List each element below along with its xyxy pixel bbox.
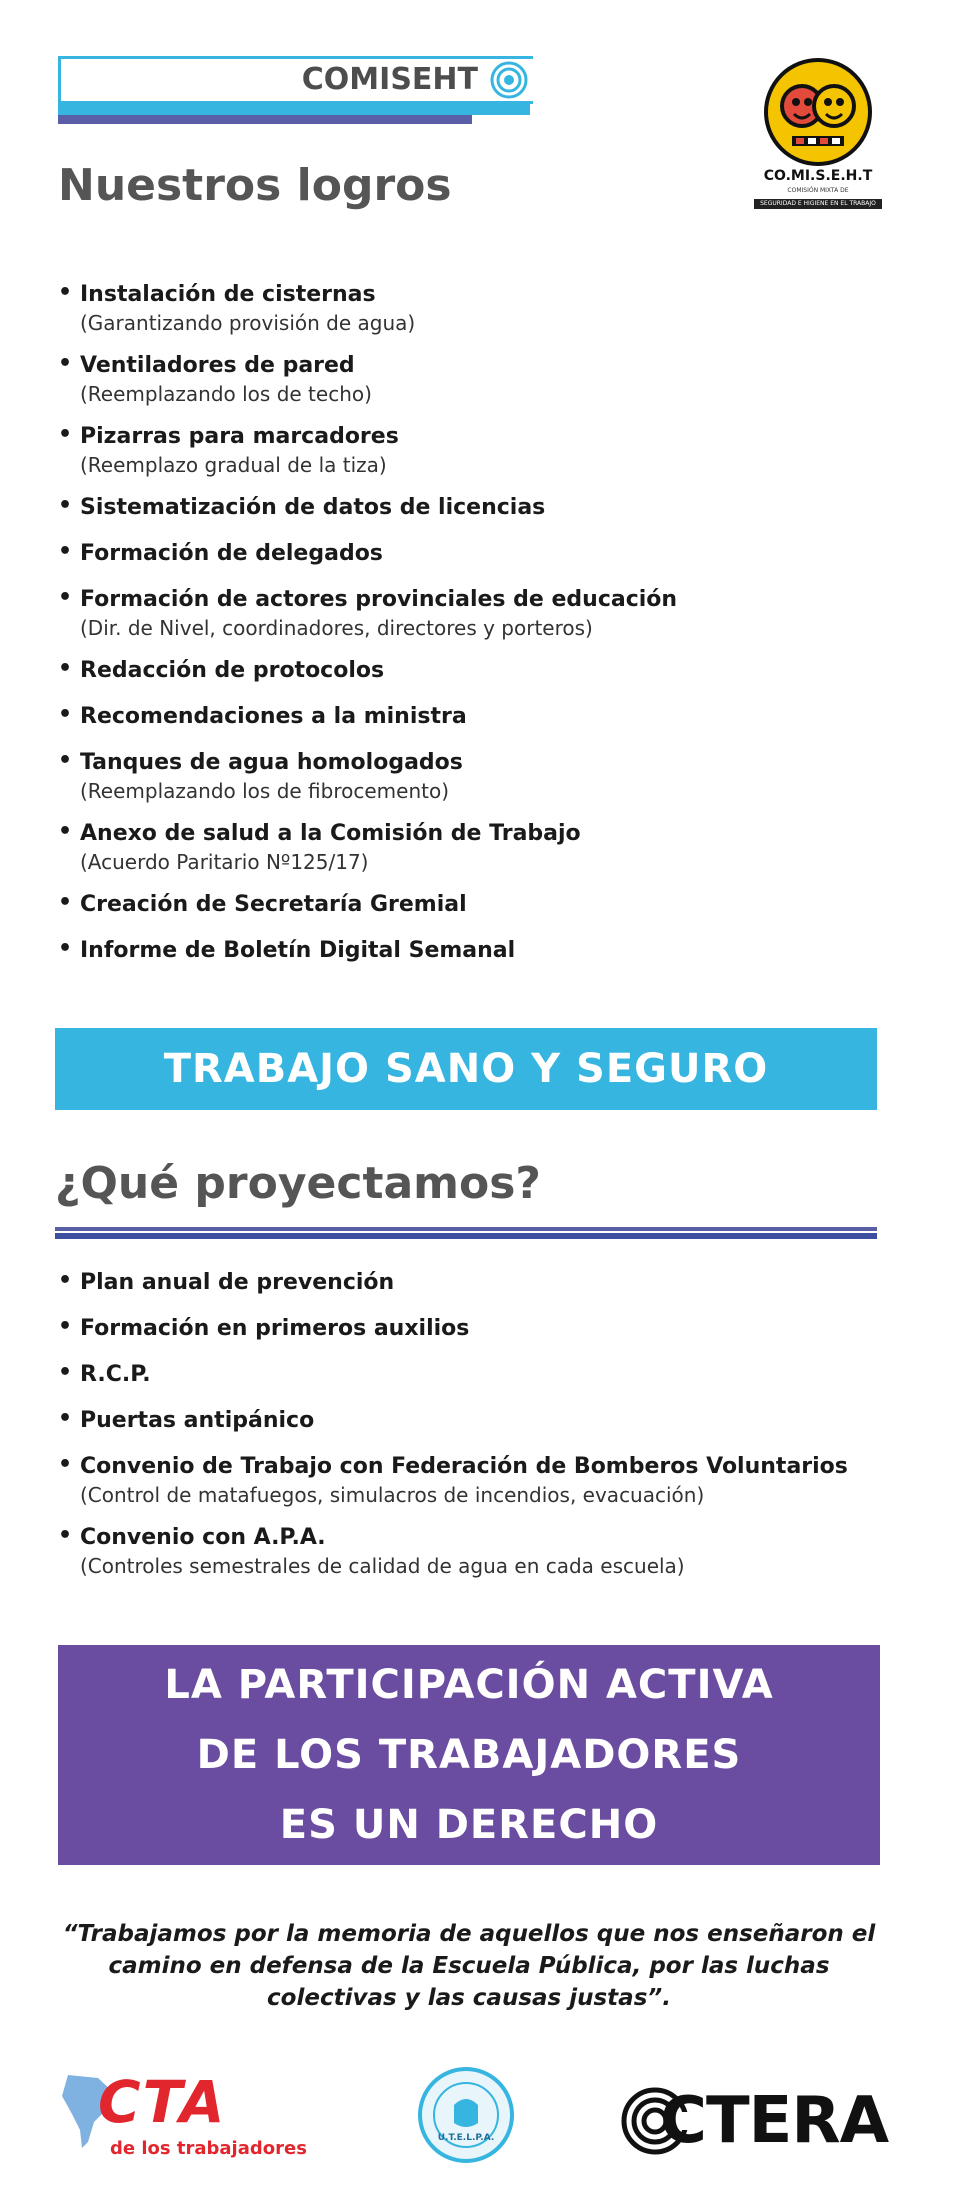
trabajo-sano-banner: TRABAJO SANO Y SEGURO: [55, 1028, 877, 1110]
brand-header: [58, 56, 536, 126]
logo-subtitle: COMISIÓN MIXTA DE: [787, 187, 849, 194]
cta-wordmark: CTA: [98, 2068, 227, 2136]
item-subtitle: (Control de matafuegos, simulacros de incendios, evacuación): [80, 1483, 705, 1507]
list-item: [58, 656, 918, 686]
divider-thin: [55, 1227, 877, 1231]
list-item: [58, 1360, 918, 1390]
banner-line: LA PARTICIPACIÓN ACTIVA: [164, 1662, 774, 1708]
list-item: [58, 1452, 918, 1508]
quote-line: camino en defensa de la Escuela Pública, por las luchas: [108, 1953, 830, 1979]
comiseht-logo: [748, 56, 888, 216]
divider-thick: [55, 1233, 877, 1239]
item-title: • Tanques de agua homologados: [80, 750, 463, 775]
list-item: [58, 351, 918, 407]
item-title: • Formación de actores provinciales de educación: [80, 587, 678, 612]
banner-line: ES UN DERECHO: [279, 1802, 659, 1848]
list-item: [58, 1523, 918, 1579]
list-item: [58, 748, 918, 804]
target-ring-icon: [488, 59, 530, 101]
item-title: • Formación en primeros auxilios: [80, 1316, 470, 1341]
item-subtitle: (Reemplazando los de fibrocemento): [80, 779, 450, 803]
list-item: [58, 493, 918, 523]
closing-quote: [58, 1918, 880, 2014]
item-subtitle: (Acuerdo Paritario Nº125/17): [80, 850, 369, 874]
brand-navy-stripe: [58, 115, 472, 124]
item-subtitle: (Garantizando provisión de agua): [80, 311, 416, 335]
list-item: [58, 1314, 918, 1344]
item-title: • Formación de delegados: [80, 541, 383, 566]
logros-title: Nuestros logros: [58, 160, 452, 211]
item-title: • R.C.P.: [80, 1362, 151, 1387]
item-title: • Sistematización de datos de licencias: [80, 495, 546, 520]
item-title: • Instalación de cisternas: [80, 282, 376, 307]
ctera-logo: [620, 2082, 889, 2162]
item-title: • Ventiladores de pared: [80, 353, 355, 378]
list-item: [58, 422, 918, 478]
proyectos-title: ¿Qué proyectamos?: [55, 1158, 541, 1209]
item-title: • Creación de Secretaría Gremial: [80, 892, 467, 917]
participacion-banner: [58, 1645, 880, 1865]
item-title: • Recomendaciones a la ministra: [80, 704, 467, 729]
logo-bar: SEGURIDAD E HIGIENE EN EL TRABAJO: [754, 199, 882, 209]
ctera-wordmark: CTERA: [660, 2084, 889, 2158]
item-title: • Redacción de protocolos: [80, 658, 385, 683]
item-title: • Convenio de Trabajo con Federación de Bomberos Voluntarios: [80, 1454, 848, 1479]
kids-faces-logo-icon: [748, 56, 888, 168]
item-title: • Informe de Boletín Digital Semanal: [80, 938, 516, 963]
list-item: [58, 890, 918, 920]
list-item: [58, 1268, 918, 1298]
quote-line: colectivas y las causas justas”.: [267, 1985, 671, 2011]
item-subtitle: (Dir. de Nivel, coordinadores, directores y porteros): [80, 616, 593, 640]
item-title: • Convenio con A.P.A.: [80, 1525, 326, 1550]
item-title: • Pizarras para marcadores: [80, 424, 399, 449]
cta-subtitle: de los trabajadores: [110, 2138, 307, 2159]
item-subtitle: (Controles semestrales de calidad de agua en cada escuela): [80, 1554, 685, 1578]
brand-name: COMISEHT: [301, 62, 478, 97]
logros-list: [58, 280, 918, 982]
cta-logo: [58, 2070, 328, 2170]
item-subtitle: (Reemplazo gradual de la tiza): [80, 453, 387, 477]
utelpa-logo: [416, 2065, 516, 2165]
utelpa-wordmark: U.T.E.L.P.A.: [437, 2133, 495, 2143]
brand-cyan-stripe: [58, 101, 530, 115]
list-item: [58, 1406, 918, 1436]
item-title: • Puertas antipánico: [80, 1408, 315, 1433]
utelpa-seal-icon: [416, 2065, 516, 2165]
item-title: • Anexo de salud a la Comisión de Trabajo: [80, 821, 581, 846]
banner-line: DE LOS TRABAJADORES: [196, 1732, 742, 1778]
item-subtitle: (Reemplazando los de techo): [80, 382, 372, 406]
list-item: [58, 819, 918, 875]
quote-line: “Trabajamos por la memoria de aquellos que nos enseñaron el: [62, 1921, 876, 1947]
logo-caption: CO.MI.S.E.H.T: [763, 168, 873, 184]
item-title: • Plan anual de prevención: [80, 1270, 395, 1295]
list-item: [58, 280, 918, 336]
list-item: [58, 936, 918, 966]
proyectos-list: [58, 1268, 918, 1594]
list-item: [58, 702, 918, 732]
list-item: [58, 539, 918, 569]
list-item: [58, 585, 918, 641]
